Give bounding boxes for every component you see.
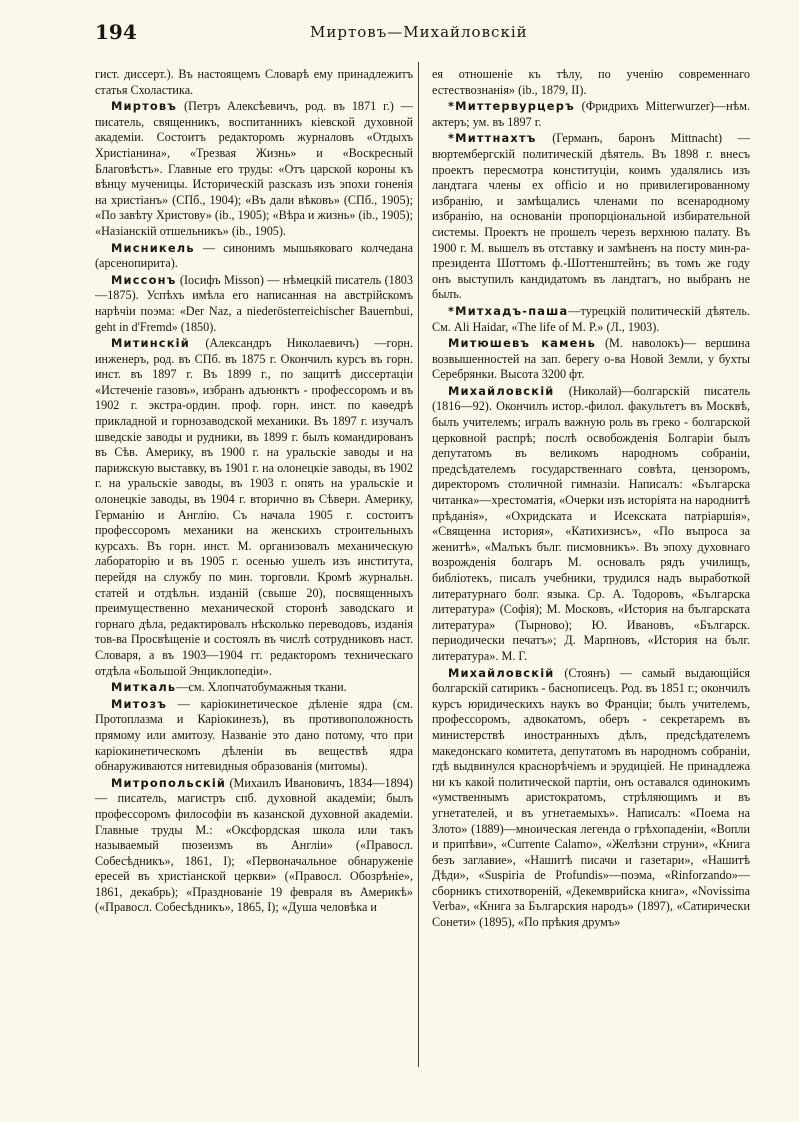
dictionary-entry [95, 241, 413, 272]
entry-headword: Михайловскій [448, 665, 555, 680]
entry-text: (М. наволокъ)— вершина возвышенностей на зап. берегу о-ва Новой Земли, у бухты Серебрянки. Высота 3200 фт. [432, 336, 750, 382]
entry-headword: *Миттервурцеръ [448, 99, 575, 114]
entry-text: — каріокинетическое дѣленіе ядра (см. Протоплазма и Каріокинезъ), въ противоположность прямому или амитозу. Названіе это дано потому, что при каріокинетическомъ дѣленіи въ веществѣ ядра обнаруживаются нитевидныя образованія (митомы). [95, 696, 413, 774]
entry-text: — синонимъ мышьяковаго колчедана (арсенопирита). [95, 240, 413, 271]
entry-text: (Петръ Алексѣевичъ, род. въ 1871 г.) — писатель, священникъ, воспитанникъ кіевской духовной академіи. Состоитъ редакторомъ журналовъ «Отдыхъ Христіанина», «Трезвая Жизнь» и «Воскресный Благовѣстъ». Главные его труды: «Отъ царской короны къ вѣнцу мученицы. Историческій разсказъ изъ эпохи гоненія на христіанъ» (СПб., 1904); «Въ дали вѣковъ» (СПб., 1905); «По завѣту Христову» (ib., 1905); «Вѣра и жизнь» (ib., 1905); «Назіанскій отшельникъ» (ib., 1905). [95, 99, 413, 238]
dictionary-entry [95, 336, 413, 679]
entry-headword: Михайловскій [448, 383, 555, 398]
entry-text: (Фридрихъ Mitterwurzer)—нѣм. актеръ; ум. въ 1897 г. [432, 99, 750, 129]
dictionary-entry [95, 67, 413, 98]
dictionary-entry [95, 273, 413, 335]
dictionary-entry [95, 680, 413, 696]
entry-headword: Митозъ [111, 696, 168, 711]
entry-text: гист. диссерт.). Въ настоящемъ Словарѣ ему принадлежитъ статья Схоластика. [95, 67, 413, 97]
entry-headword: Митюшевъ камень [448, 336, 596, 351]
dictionary-entry [432, 131, 750, 303]
entry-text: (Александръ Николаевичъ) —горн. инженеръ, род. въ СПб. въ 1875 г. Окончилъ курсъ въ горн. инст. въ 1897 г. Въ 1899 г., по защитѣ диссертаціи «Истеченіе газовъ», избранъ адъюнктъ - профессоромъ и въ 1902 г. экстра-ордин. проф. горн. инст. по каѳедрѣ прикладной и горнозаводской механики. Въ 1897 г. изучалъ шведскіе заводы и рудники, въ 1899 г. былъ командированъ въ Сѣв. Америку, въ 1900 г. на уральскіе заводы и на парижскую выставку, въ 1901 г. на олонецкіе заводы, въ 1902 г. на уральскіе заводы, въ 1903 г. опять на уральскіе и олонецкіе заводы, въ 1904 г. вторично въ Сѣверн. Америку, Германію и Англію. Съ начала 1905 г. состоитъ профессоромъ механики на женскихъ строительныхъ курсахъ. Въ горн. инст. М. организовалъ механическую лабораторію и въ 1905 г. осенью ушелъ изъ института, перейдя на службу по мин. торговли. Кромѣ журнальн. статей и отдѣльн. изданій (свыше 20), посвященныхъ преимущественно механической сторонѣ заводскаго и горнаго дѣла, редактировалъ нѣсколько переводовъ, изданія тов-ва Просвѣщеніе и состоялъ въ числѣ сотрудниковъ наст. Словаря, а въ 1903—1904 гг. редакторомъ техническаго отдѣла «Большой Энциклопедіи». [95, 336, 413, 678]
column-divider [418, 62, 419, 1067]
entry-headword: Миткаль [111, 680, 177, 695]
entry-headword: Митропольскій [111, 775, 227, 790]
page-number: 194 [95, 20, 137, 44]
dictionary-entry [95, 776, 413, 916]
dictionary-entry [432, 384, 750, 665]
page-header [95, 20, 715, 50]
entry-headword: *Миттнахтъ [448, 131, 537, 146]
entry-headword: Мисникель [111, 240, 195, 255]
dictionary-entry [432, 666, 750, 931]
entry-text: —см. Хлопчатобумажныя ткани. [176, 680, 347, 695]
dictionary-entry [432, 336, 750, 383]
left-column [95, 67, 413, 917]
right-column [432, 67, 750, 932]
entry-headword: Миртовъ [111, 99, 178, 114]
entry-headword: *Митхадъ-паша [448, 303, 569, 318]
entry-text: (Николай)—болгарскій писатель (1816—92). Окончилъ истор.-филол. факультетъ въ Москвѣ, былъ учителемъ; игралъ важную роль въ греко - болгарской церковной распрѣ; послѣ освобожденія Болгаріи былъ депутатомъ въ великомъ народномъ собраніи, предсѣдателемъ государственнаго совѣта, цензоромъ, директоромъ столичной гимназіи. Написалъ: «Българска читанка»—хрестоматія, «Очерки изъ исторіята на народнитѣ прѣданія», «Охридската и Исекската патріаршія», «Священна история», «Катихизисъ», «По въпроса за женитѣ», «Малъкъ бълг. писмовникъ». Въ эпоху духовнаго возрожденія болгаръ М. основалъ рядъ училищъ, библіотекъ, писалъ учебники, трудился надъ выработкой литературнаго болг. языка. Ср. А. Тодоровъ, «Българска литература» (Софія); М. Московъ, «История на българската литература» (Тырново); Ю. Ивановъ, «Българск. периодически печатъ»; Д. Марпновъ, «История на бълг. литература». М. Г. [432, 383, 750, 663]
dictionary-entry [95, 697, 413, 775]
dictionary-entry [432, 99, 750, 130]
entry-text: (Іосифъ Misson) — нѣмецкій писатель (1803—1875). Успѣхъ имѣла его написанная на австрійскомъ нарѣчіи поэма: «Der Naz, a niederösterreichischer Bauernbui, geht in d'Fremd» (1850). [95, 272, 413, 334]
entry-text: (Германъ, баронъ Mittnacht) — вюртембергскій политическій дѣятель. Въ 1898 г. внесъ проектъ пересмотра конституціи, коимъ удалялись изъ ландтага члены ex officio и но привилегированному избранію, и замѣщались членами по всенародному избранію, на основаніи пропорціональной избирательной системы. Проектъ не прошелъ черезъ верхнюю палату. Въ 1900 г. М. вышелъ въ отставку и замѣненъ на посту мин-ра-президента Шоттомъ ф.-Шоттенштейнъ; въ томъ же году онъ выступилъ кандидатомъ въ ландтагъ, но выбранъ не былъ. [432, 131, 750, 302]
entry-text: —турецкій политическій дѣятель. См. Ali Haidar, «The life of M. P.» (Л., 1903). [432, 303, 750, 334]
entry-headword: Миссонъ [111, 272, 177, 287]
dictionary-entry [432, 304, 750, 335]
running-head: Миртовъ—Михайловскій [310, 23, 528, 41]
dictionary-entry [432, 67, 750, 98]
entry-text: (Михаилъ Ивановичъ, 1834—1894) — писатель, магистръ спб. духовной академіи; былъ профессоромъ философіи въ казанской духовной академіи. Главные труды М.: «Оксфордская школа или такъ называемый пюзеизмъ въ Англіи» («Правосл. Собесѣдникъ», 1861, I); «Первоначальное обнаруженіе ересей въ христіанской церкви» («Правосл. Обозрѣніе», 1861, декабрь); «Празднованіе 19 февраля въ Америкѣ» («Правосл. Собесѣдникъ», 1865, I); «Душа человѣка и [95, 775, 413, 915]
entry-headword: Митинскій [111, 336, 190, 351]
dictionary-entry [95, 99, 413, 239]
entry-text: ея отношеніе къ тѣлу, по ученію современнаго естествознанія» (ib., 1879, II). [432, 67, 750, 97]
entry-text: (Стоянъ) — самый выдающійся болгарскій сатирикъ - баснописецъ. Род. въ 1851 г.; окончилъ курсъ юридическихъ наукъ во Франціи; былъ учителемъ, профессоромъ, адвокатомъ, оберъ - секретаремъ въ министерствѣ иностранныхъ дѣлъ, предсѣдателемъ македонскаго комитета, депутатомъ въ народномъ собраніи, гдѣ выдвинулся краснорѣчіемъ и эрудиціей. Не принадлежа ни къ какой политической партіи, онъ оставался одинокимъ «умственнымъ аристократомъ, стрѣляющимъ и въ угнетателей, и въ угнетаемыхъ». Написалъ: «Поема на Злото» (1889)—мноическая легенда о грѣхопаденіи, «Вопли и припѣви», «Currente Calamo», «Желѣзни струни», «Книга безъ заглавие», «Нашитѣ писачи и газетари», «Нашитѣ Дѣди», «Suspiria de Profundis»—поэма, «Rinforzando»—сборникъ стихотвореній, «Декемврийска книга», «Novissima Verba», «Книга за Българския народъ» (1897), «Сатирически Сонети» (1895), «По прѣкия друмъ» [432, 665, 750, 930]
